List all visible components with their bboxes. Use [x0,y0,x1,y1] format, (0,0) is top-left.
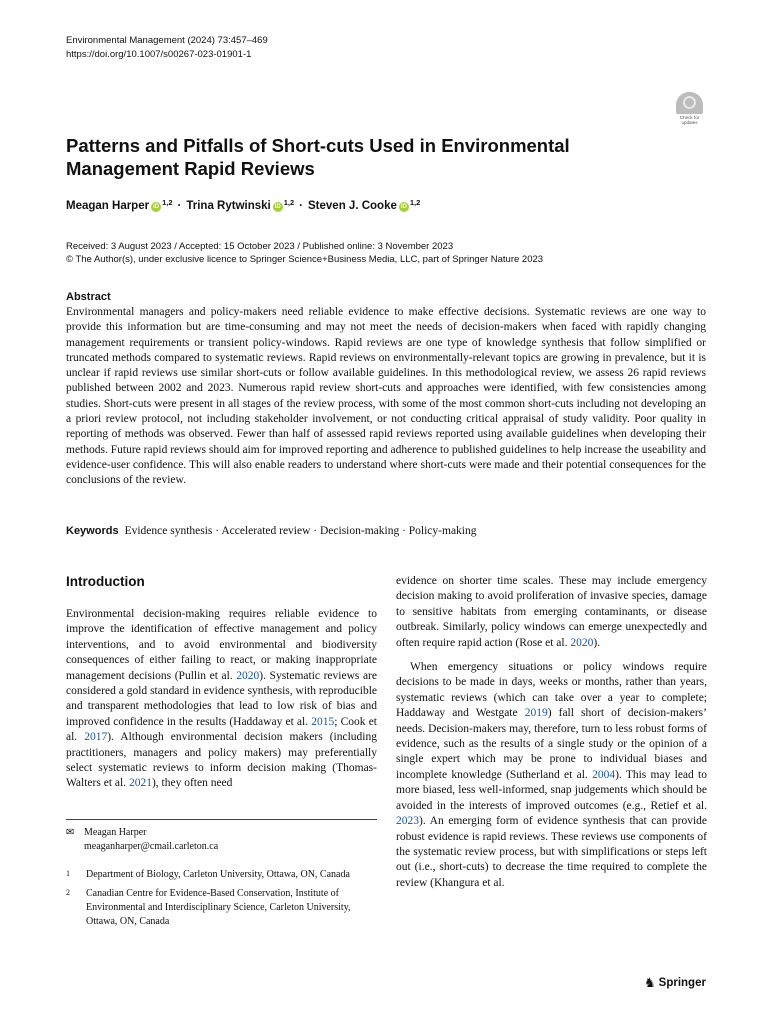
citation-link[interactable]: 2021 [128,777,152,790]
abstract-heading: Abstract [66,291,111,303]
affiliation-number: 1 [66,869,70,878]
author-1[interactable]: Meagan Harper [66,200,150,212]
author-separator: · [177,200,182,212]
column-right [396,574,707,891]
publisher-name: Springer [658,977,706,989]
citation-link[interactable]: 2017 [84,731,108,744]
citation-link[interactable]: 2004 [592,768,616,781]
keywords-label: Keywords [66,525,119,537]
corresponding-email[interactable]: meaganharper@cmail.carleton.ca [84,841,219,852]
intro-paragraph-2: When emergency situations or policy windows require decisions to be made in days, weeks or months, rather than years, systematic reviews (which can take over a year to complete; Haddaway and Westgate 2019) fall short of decision-makers’ needs. Decision-makers may, therefore, turn to less robust forms of evidence, such as the results of a single study or the opinion of a single expert which may be prone to individual biases and incomplete knowledge (Sutherland et al. 2004). This may lead to more biased, less well-informed, snap judgements which should be avoided in the interests of improved outcomes (e.g., Retief et al. 2023). An emerging form of evidence synthesis that can provide robust evidence is rapid reviews. These reviews use components of the systematic review process, but with simplifications or steps left out (i.e., short-cuts) to decrease the time required to complete the review (Khangura et al. [396,661,707,889]
section-heading-introduction: Introduction [66,574,145,589]
affiliation-text: Department of Biology, Carleton University, Ottawa, ON, Canada [86,869,350,880]
column-left [66,574,377,792]
author-2-affil: 1,2 [283,198,295,207]
envelope-icon: ✉ [66,827,75,838]
author-2[interactable]: Trina Rytwinski [186,200,271,212]
check-updates-icon [676,92,703,114]
corresponding-name: Meagan Harper [84,827,147,838]
journal-header [66,34,268,62]
paper-title: Patterns and Pitfalls of Short-cuts Used in Environmental Management Rapid Reviews [66,135,570,179]
dates-line: Received: 3 August 2023 / Accepted: 15 October 2023 / Published online: 3 November 2023 [66,241,454,252]
citation-link[interactable]: 2015 [311,715,335,728]
citation-link[interactable]: 2023 [396,815,419,828]
doi-link[interactable]: https://doi.org/10.1007/s00267-023-01901-1 [66,49,252,60]
keywords [66,525,477,537]
citation-link[interactable]: 2020 [236,669,260,682]
author-3-affil: 1,2 [409,198,421,207]
orcid-icon[interactable]: iD [274,204,281,210]
publication-dates [66,240,543,266]
corresponding-author [66,826,218,854]
affiliation-1 [66,868,377,882]
journal-citation: Environmental Management (2024) 73:457–469 [66,35,268,46]
check-for-updates-badge[interactable] [676,92,703,123]
author-1-affil: 1,2 [162,198,173,207]
orcid-icon[interactable]: iD [153,204,160,210]
citation-link[interactable]: 2020 [570,636,594,649]
author-separator: · [299,200,304,212]
abstract-text: Environmental managers and policy-makers need reliable evidence to make effective decisions. Systematic reviews are one way to provide this information but are time-consuming and may not meet the needs of decision-makers when faced with rapidly changing management requirements or transient policy-windows. Rapid reviews are one type of knowledge synthesis that follow simplified or truncated methods compared to systematic reviews. Rapid reviews on environmentally-relevant topics are growing in prevalence, but it is unclear if rapid reviews use similar short-cuts or follow available guidelines. In this methodological review, we assess 26 rapid reviews published between 2002 and 2023. Numerous rapid review short-cuts and approaches were identified, with few consistencies among studies. Short-cuts were present in all stages of the review process, with some of the most common short-cuts including not developing an a priori review protocol, not including stakeholder involvement, or not conducting critical appraisal of study validity. Poor quality in reporting of methods was observed. Fewer than half of assessed rapid reviews reported using available guidelines when developing their methods. Future rapid reviews should aim for improved reporting and adherence to published guidelines to help increase the useability and evidence-user confidence. This will also enable readers to understand where short-cuts were made and their potential consequences for the conclusions of the review. [66,306,706,487]
affiliation-2 [66,887,377,929]
author-3[interactable]: Steven J. Cooke [308,200,397,212]
copyright-line: © The Author(s), under exclusive licence to Springer Science+Business Media, LLC, part of Springer Nature 2023 [66,254,544,265]
footnote-divider [66,819,377,820]
check-updates-label: Check for updates [679,115,700,125]
keywords-text: Evidence synthesis · Accelerated review · Decision-making · Policy-making [124,525,477,537]
affiliation-text: Canadian Centre for Evidence-Based Conservation, Institute of Environmental and Interdisciplinary Science, Carleton University, Ottawa, ON, Canada [86,888,351,927]
orcid-icon[interactable]: iD [400,204,407,210]
abstract [66,291,706,489]
intro-paragraph-1: Environmental decision-making requires reliable evidence to improve the identification of effective management and policy interventions, and to avoid environmental and biodiversity consequences of either failing to react, or making inappropriate management decisions (Pullin et al. 2020). Systematic reviews are considered a gold standard in evidence synthesis, with reproducible and transparent methodologies that lead to low risk of bias and improved confidence in the results (Haddaway et al. 2015; Cook et al. 2017). Although environmental decision makers (including practitioners, managers and policy makers) may preferentially select systematic reviews to inform decision making (Thomas-Walters et al. 2021), they often need [66,608,377,790]
intro-paragraph-1-cont: evidence on shorter time scales. These may include emergency decision making to avoid proliferation of invasive species, damage to sensitive habitats from emerging contaminants, or disease outbreak. Similarly, policy windows can emerge unexpectedly and often require rapid action (Rose et al. 2020). [396,575,707,649]
affiliation-number: 2 [66,888,70,897]
citation-link[interactable]: 2019 [524,707,548,720]
author-list [66,200,420,212]
springer-logo [644,975,706,991]
springer-horse-icon: ♞ [644,975,656,990]
